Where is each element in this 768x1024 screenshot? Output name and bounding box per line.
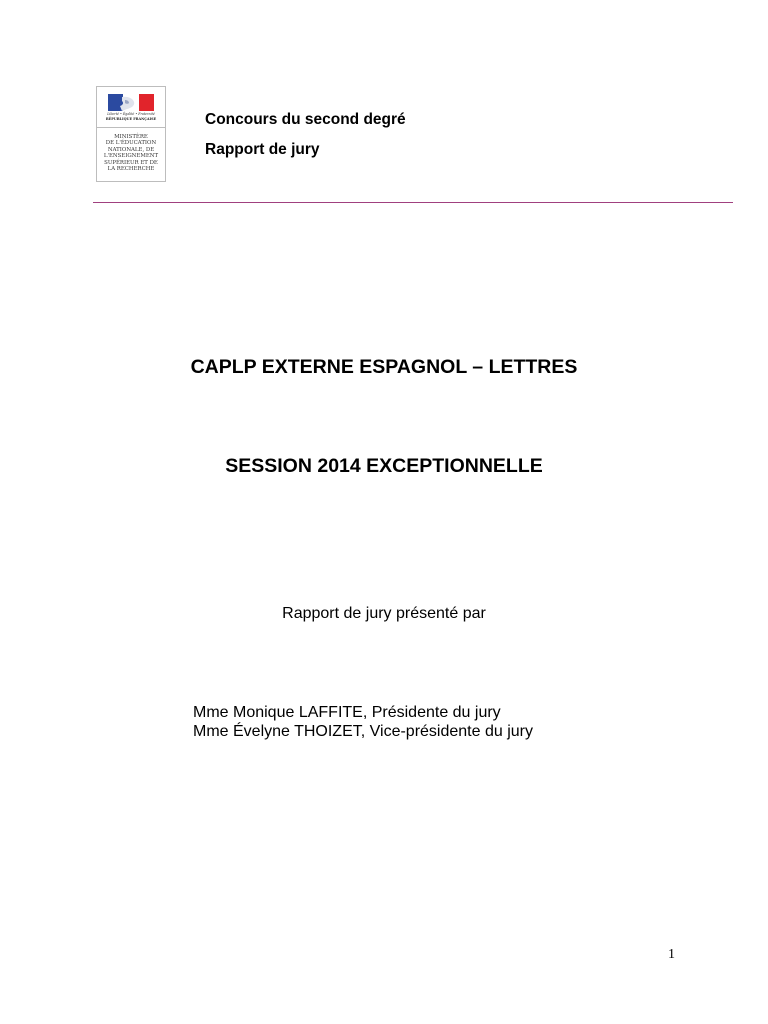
header-competition: Concours du second degré: [205, 111, 406, 128]
jury-president: Mme Monique LAFFITE, Présidente du jury: [193, 704, 501, 721]
marianne-block: [97, 87, 165, 125]
header-divider: [93, 202, 733, 203]
republic-name: RÉPUBLIQUE FRANÇAISE: [105, 117, 157, 121]
republic-motto: Liberté • Égalité • Fraternité: [107, 112, 155, 116]
marianne-icon: [108, 94, 154, 111]
logo-separator: [97, 127, 165, 128]
header-report: Rapport de jury: [205, 141, 320, 158]
session-title: SESSION 2014 EXCEPTIONNELLE: [225, 455, 543, 477]
page-number: 1: [668, 947, 675, 962]
jury-vice-president: Mme Évelyne THOIZET, Vice-présidente du jury: [193, 723, 533, 740]
ministry-logo: [96, 86, 166, 182]
document-title: CAPLP EXTERNE ESPAGNOL – LETTRES: [190, 356, 578, 378]
presented-by: Rapport de jury présenté par: [282, 605, 486, 622]
ministry-name: MINISTÈRE DE L'ÉDUCATION NATIONALE, DE L'ENSEIGNEMENT SUPÉRIEUR ET DE LA RECHERCHE: [103, 134, 159, 173]
